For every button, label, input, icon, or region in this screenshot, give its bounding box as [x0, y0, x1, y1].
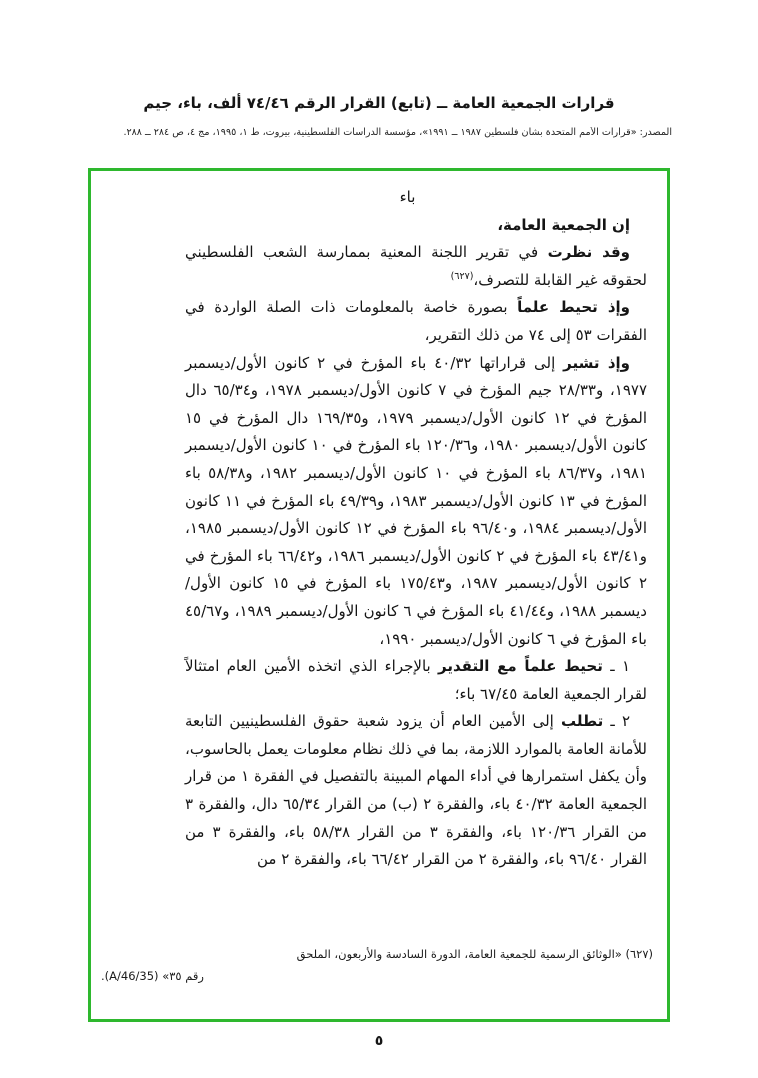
paragraph-preamble-2 [185, 239, 647, 294]
paragraph-text: بصورة خاصة بالمعلومات ذات الصلة الواردة في الفقرات ٥٣ إلى ٧٤ من ذلك التقرير، [185, 298, 647, 344]
paragraph-number: ١ ـ [610, 657, 630, 676]
paragraph-preamble-3 [185, 294, 647, 349]
resolution-body [185, 184, 647, 874]
paragraph-lead: وقد نظرت [547, 243, 630, 262]
paragraph-preamble-1 [185, 212, 647, 240]
footnote [101, 943, 653, 987]
resolution-frame [88, 168, 670, 1022]
paragraph-lead: تطلب [561, 712, 604, 731]
paragraph-operative-2 [185, 708, 647, 874]
paragraph-text: إلى الأمين العام أن يزود شعبة حقوق الفلسطينيين التابعة للأمانة العامة بالموارد اللازمة، بما في ذلك نظام معلومات يعمل بالحاسوب، وأن يكفل استمرارها في أداء المهام المبينة بالتفصيل في الفقرة ١ من قرار الجمعية العامة ٤٠/٣٢ باء، والفقرة ٢ (ب) من القرار ٦٥/٣٤ دال، والفقرة ٣ من القرار ١٢٠/٣٦ باء، والفقرة ٣ من القرار ٥٨/٣٨ باء، والفقرة ٣ من القرار ٩٦/٤٠ باء، والفقرة ٢ من القرار ٦٦/٤٢ باء، والفقرة ٢ من [185, 712, 647, 869]
page-title: قرارات الجمعية العامة ــ (تابع) القرار الرقم ٧٤/٤٦ ألف، باء، جيم [143, 94, 615, 112]
paragraph-number: ٢ ـ [610, 712, 630, 731]
paragraph-text: في تقرير اللجنة المعنية بممارسة الشعب الفلسطيني لحقوقه غير القابلة للتصرف، [185, 243, 647, 289]
paragraph-lead: تحيط علماً مع التقدير [438, 657, 603, 676]
paragraph-lead: وإذ تشير [563, 353, 630, 372]
paragraph-preamble-4 [185, 350, 647, 654]
paragraph-lead: إن الجمعية العامة، [497, 215, 630, 234]
page-number: ٥ [374, 1033, 384, 1049]
paragraph-text: إلى قراراتها ٤٠/٣٢ باء المؤرخ في ٢ كانون الأول/ديسمبر ١٩٧٧، و٢٨/٣٣ جيم المؤرخ في ٧ كانون الأول/ديسمبر ١٩٧٨، و٦٥/٣٤ دال المؤرخ في ١٢ كانون الأول/ديسمبر ١٩٧٩، و١٦٩/٣٥ دال المؤرخ في ١٥ كانون الأول/ديسمبر ١٩٨٠، و١٢٠/٣٦ باء المؤرخ في ١٠ كانون الأول/ديسمبر ١٩٨١، و٨٦/٣٧ باء المؤرخ في ١٠ كانون الأول/ديسمبر ١٩٨٢، و٥٨/٣٨ باء المؤرخ في ١٣ كانون الأول/ديسمبر ١٩٨٣، و٤٩/٣٩ باء المؤرخ في ١١ كانون الأول/ديسمبر ١٩٨٤، و٩٦/٤٠ باء المؤرخ في ١٢ كانون الأول/ديسمبر ١٩٨٥، و٤٣/٤١ باء المؤرخ في ٢ كانون الأول/ديسمبر ١٩٨٦، و٦٦/٤٢ باء المؤرخ في ٢ كانون الأول/ديسمبر ١٩٨٧، و١٧٥/٤٣ باء المؤرخ في ١٥ كانون الأول/ديسمبر ١٩٨٨، و٤١/٤٤ باء المؤرخ في ٦ كانون الأول/ديسمبر ١٩٨٩، و٤٥/٦٧ باء المؤرخ في ٦ كانون الأول/ديسمبر ١٩٩٠، [185, 353, 648, 648]
paragraph-text: بالإجراء الذي اتخذه الأمين العام امتثالاً لقرار الجمعية العامة ٦٧/٤٥ باء؛ [185, 657, 647, 703]
source-citation: المصدر: «قرارات الأمم المتحدة بشأن فلسطين ١٩٨٧ ــ ١٩٩١»، مؤسسة الدراسات الفلسطينية، بيروت، ط ١، ١٩٩٥، مج ٤، ص ٢٨٤ ــ ٢٨٨. [123, 127, 672, 138]
footnote-ref: (٦٢٧) [450, 270, 474, 282]
paragraph-lead: وإذ تحيط علماً [517, 298, 630, 317]
footnote-line-2: رقم ٣٥» (A/46/35). [101, 969, 204, 983]
section-letter: باء [399, 188, 416, 206]
paragraph-operative-1 [185, 653, 647, 708]
footnote-line-1: (٦٢٧) «الوثائق الرسمية للجمعية العامة، الدورة السادسة والأربعون، الملحق [296, 947, 653, 961]
